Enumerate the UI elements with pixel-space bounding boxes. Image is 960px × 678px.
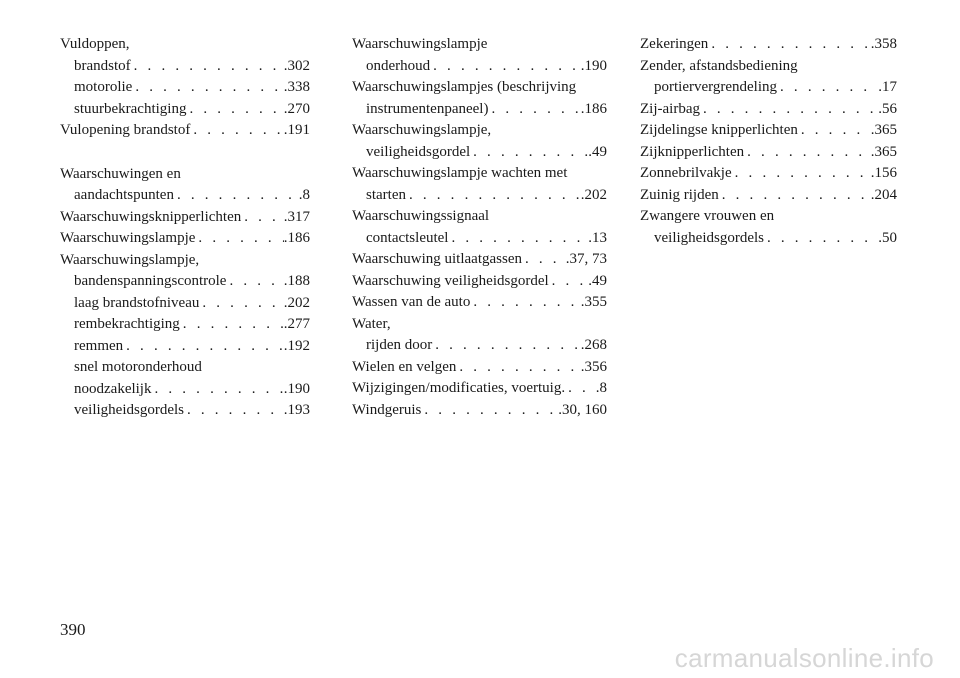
index-column-2 [352, 34, 607, 421]
index-entry [352, 335, 607, 357]
entry-page: .8 [595, 380, 607, 396]
dot-leader [186, 99, 283, 121]
dot-leader [470, 292, 580, 314]
index-entry [60, 99, 310, 121]
index-entry [352, 271, 607, 293]
entry-page: .193 [283, 402, 310, 418]
watermark: carmanualsonline.info [674, 643, 934, 673]
index-heading: snel motoronderhoud [74, 359, 202, 375]
entry-page: .17 [878, 79, 897, 95]
index-entry [640, 142, 897, 164]
entry-label: veiligheidsgordels [654, 229, 764, 246]
dot-leader [406, 185, 581, 207]
dot-leader [456, 357, 580, 379]
entry-label: Wijzigingen/modificaties, voertuig. [352, 380, 566, 396]
dot-leader [195, 228, 283, 250]
entry-label: Zonnebrilvakje [640, 165, 732, 181]
entry-page: .49 [588, 272, 607, 289]
entry-page: .188 [283, 273, 310, 289]
index-column-3 [640, 34, 897, 249]
index-entry [352, 292, 607, 314]
dot-leader [123, 336, 284, 358]
index-heading: Waarschuwingssignaal [352, 208, 490, 224]
entry-page: .50 [878, 229, 897, 246]
index-entry [640, 34, 897, 56]
entry-page: .56 [878, 100, 897, 117]
entry-label: bandenspanningscontrole [74, 273, 227, 289]
index-heading: Waarschuwingslampje, [60, 251, 200, 268]
dot-leader [470, 142, 588, 164]
index-entry [640, 185, 897, 207]
entry-label: Wielen en velgen [352, 358, 457, 375]
entry-label: Waarschuwing uitlaatgassen [352, 251, 522, 267]
dot-leader [174, 185, 299, 207]
entry-page: .204 [870, 186, 897, 203]
index-heading: Waarschuwingen en [60, 165, 181, 182]
dot-leader [522, 249, 566, 271]
entry-label: veiligheidsgordel [366, 143, 471, 160]
entry-page: .49 [588, 143, 607, 160]
dot-leader [190, 120, 283, 142]
dot-leader [488, 99, 580, 121]
index-entry [352, 249, 607, 271]
index-entry [60, 271, 310, 293]
index-entry [352, 185, 607, 207]
entry-page: .302 [283, 57, 310, 74]
entry-gap [60, 142, 310, 164]
entry-page: .338 [283, 79, 310, 95]
index-heading: Waarschuwingslampje, [352, 122, 492, 138]
entry-label: onderhoud [366, 57, 431, 74]
entry-label: Waarschuwingsknipperlichten [60, 208, 242, 225]
entry-label: remmen [74, 337, 124, 354]
entry-label: stuurbekrachtiging [74, 100, 187, 117]
dot-leader [180, 314, 284, 336]
entry-label: rijden door [366, 337, 433, 353]
index-entry [60, 56, 310, 78]
index-entry [60, 207, 310, 229]
entry-page: .268 [580, 337, 607, 353]
index-entry [352, 357, 607, 379]
index-entry [352, 400, 607, 422]
entry-page: .186 [580, 100, 607, 117]
index-heading: Vuldoppen, [60, 36, 130, 52]
index-heading: Waarschuwingslampje [352, 36, 488, 52]
index-entry [60, 293, 310, 315]
dot-leader [430, 56, 581, 78]
entry-label: Zijdelingse knipperlichten [640, 122, 798, 138]
entry-label: Zij-airbag [640, 100, 700, 117]
dot-leader [708, 34, 870, 56]
entry-label: Zijknipperlichten [640, 143, 745, 160]
index-column-1 [60, 34, 310, 422]
dot-leader [432, 335, 581, 357]
index-entry [640, 99, 897, 121]
index-entry [60, 120, 310, 142]
index-entry [60, 400, 310, 422]
page-number: 390 [60, 620, 86, 639]
entry-page: .156 [870, 165, 897, 181]
dot-leader [241, 207, 284, 229]
dot-leader [744, 142, 871, 164]
index-entry [60, 314, 310, 336]
index-entry [60, 185, 310, 207]
index-entry [352, 99, 607, 121]
index-entry [352, 56, 607, 78]
entry-label: Vulopening brandstof [60, 122, 191, 138]
entry-page: .317 [283, 208, 310, 225]
dot-leader [184, 400, 284, 422]
entry-label: laag brandstofniveau [74, 294, 200, 311]
entry-page: .358 [870, 36, 897, 52]
entry-page: .30, 160 [558, 401, 607, 418]
dot-leader [132, 77, 283, 99]
entry-label: noodzakelijk [74, 380, 152, 397]
entry-label: rembekrachtiging [74, 316, 180, 332]
entry-label: Windgeruis [352, 401, 422, 418]
index-entry [60, 336, 310, 358]
dot-leader [700, 99, 878, 121]
entry-page: .202 [283, 294, 310, 311]
entry-page: .13 [588, 229, 607, 246]
entry-page: .191 [283, 122, 310, 138]
index-entry [352, 142, 607, 164]
index-entry [60, 379, 310, 401]
index-heading: Zwangere vrouwen en [640, 208, 775, 224]
dot-leader [719, 185, 871, 207]
entry-page: .186 [283, 230, 310, 246]
entry-label: instrumentenpaneel) [366, 100, 489, 117]
entry-page: .190 [580, 57, 607, 74]
entry-label: Waarschuwing veiligheidsgordel [352, 272, 549, 289]
entry-page: .192 [283, 337, 310, 354]
dot-leader [732, 163, 871, 185]
index-entry [640, 77, 897, 99]
dot-leader [421, 400, 558, 422]
index-entry [352, 378, 607, 400]
index-entry [60, 77, 310, 99]
dot-leader [226, 271, 283, 293]
entry-page: .270 [283, 100, 310, 117]
entry-page: .277 [283, 316, 310, 332]
entry-page: .202 [580, 186, 607, 203]
entry-label: motorolie [74, 79, 133, 95]
entry-label: veiligheidsgordels [74, 402, 184, 418]
dot-leader [777, 77, 878, 99]
dot-leader [764, 228, 878, 250]
index-heading: Zender, afstandsbediening [640, 57, 798, 74]
index-entry [352, 228, 607, 250]
entry-page: .8 [298, 187, 310, 203]
entry-label: brandstof [74, 57, 131, 74]
index-heading: Water, [352, 315, 391, 332]
entry-label: Zekeringen [640, 36, 709, 52]
dot-leader [131, 56, 284, 78]
entry-page: .356 [580, 358, 607, 375]
entry-page: .365 [870, 122, 897, 138]
entry-label: Waarschuwingslampje [60, 230, 196, 246]
entry-page: .355 [580, 294, 607, 310]
entry-label: aandachtspunten [74, 187, 174, 203]
entry-label: starten [366, 186, 406, 203]
dot-leader [549, 271, 589, 293]
index-entry [60, 228, 310, 250]
entry-page: .190 [283, 380, 310, 397]
entry-page: .365 [870, 143, 897, 160]
entry-label: contactsleutel [366, 229, 449, 246]
index-heading: Waarschuwingslampjes (beschrijving [352, 79, 577, 95]
index-entry [640, 163, 897, 185]
entry-page: .37, 73 [565, 251, 607, 267]
dot-leader [448, 228, 588, 250]
dot-leader [199, 293, 283, 315]
dot-leader [151, 379, 283, 401]
dot-leader [798, 120, 871, 142]
index-heading: Waarschuwingslampje wachten met [352, 165, 568, 181]
entry-label: portiervergrendeling [654, 79, 778, 95]
entry-label: Zuinig rijden [640, 186, 719, 203]
index-entry [640, 120, 897, 142]
entry-label: Wassen van de auto [352, 294, 471, 310]
index-entry [640, 228, 897, 250]
dot-leader [565, 378, 596, 400]
